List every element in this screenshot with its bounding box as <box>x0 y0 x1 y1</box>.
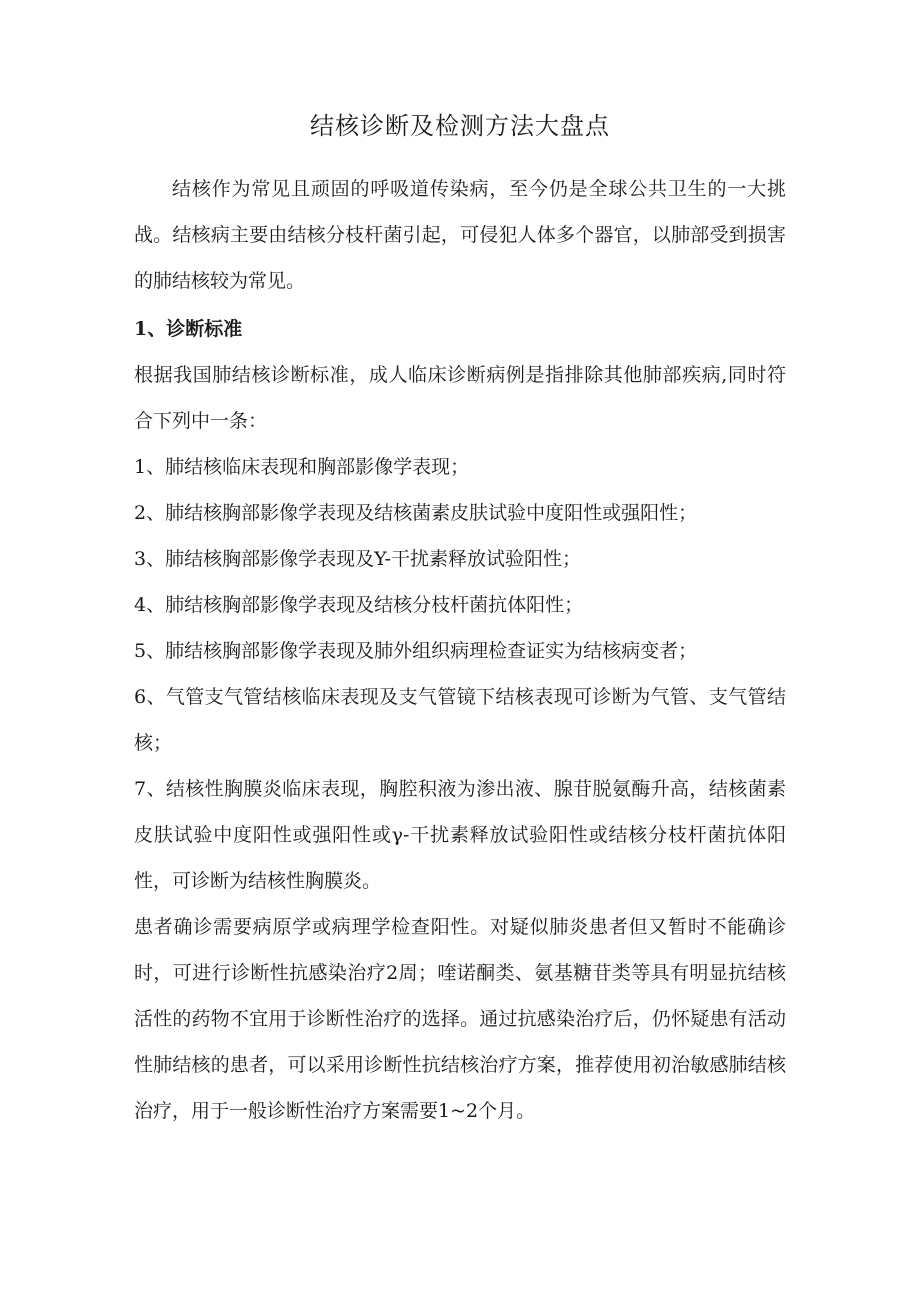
section-heading-diagnosis-criteria: 1、诊断标准 <box>134 318 243 340</box>
document-title: 结核诊断及检测方法大盘点 <box>310 112 610 140</box>
criteria-item-7: 7、结核性胸膜炎临床表现，胸腔积液为渗出液、腺苷脱氨酶升高，结核菌素皮肤试验中度阳性或强阳性或γ-干扰素释放试验阳性或结核分枝杆菌抗体阳性，可诊断为结核性胸膜炎。 <box>134 778 786 892</box>
criteria-item-2: 2、肺结核胸部影像学表现及结核菌素皮肤试验中度阳性或强阳性； <box>134 502 698 524</box>
closing-paragraph: 患者确诊需要病原学或病理学检查阳性。对疑似肺炎患者但又暂时不能确诊时，可进行诊断性抗感染治疗2周；喹诺酮类、氨基糖苷类等具有明显抗结核活性的药物不宜用于诊断性治疗的选择。通过抗感染治疗后，仍怀疑患有活动性肺结核的患者，可以采用诊断性抗结核治疗方案，推荐使用初治敏感肺结核治疗，用于一般诊断性治疗方案需要1~2个月。 <box>134 916 786 1122</box>
criteria-item-6: 6、气管支气管结核临床表现及支气管镜下结核表现可诊断为气管、支气管结核； <box>134 686 786 754</box>
criteria-lead-paragraph: 根据我国肺结核诊断标准，成人临床诊断病例是指排除其他肺部疾病,同时符合下列中一条： <box>134 364 786 432</box>
intro-paragraph: 结核作为常见且顽固的呼吸道传染病，至今仍是全球公共卫生的一大挑战。结核病主要由结核分枝杆菌引起，可侵犯人体多个器官，以肺部受到损害的肺结核较为常见。 <box>134 178 786 292</box>
criteria-item-5: 5、肺结核胸部影像学表现及肺外组织病理检查证实为结核病变者； <box>134 640 698 662</box>
criteria-item-4: 4、肺结核胸部影像学表现及结核分枝杆菌抗体阳性； <box>134 594 584 616</box>
criteria-item-3: 3、肺结核胸部影像学表现及Y-干扰素释放试验阳性； <box>134 548 581 570</box>
criteria-item-1: 1、肺结核临床表现和胸部影像学表现； <box>134 456 470 478</box>
